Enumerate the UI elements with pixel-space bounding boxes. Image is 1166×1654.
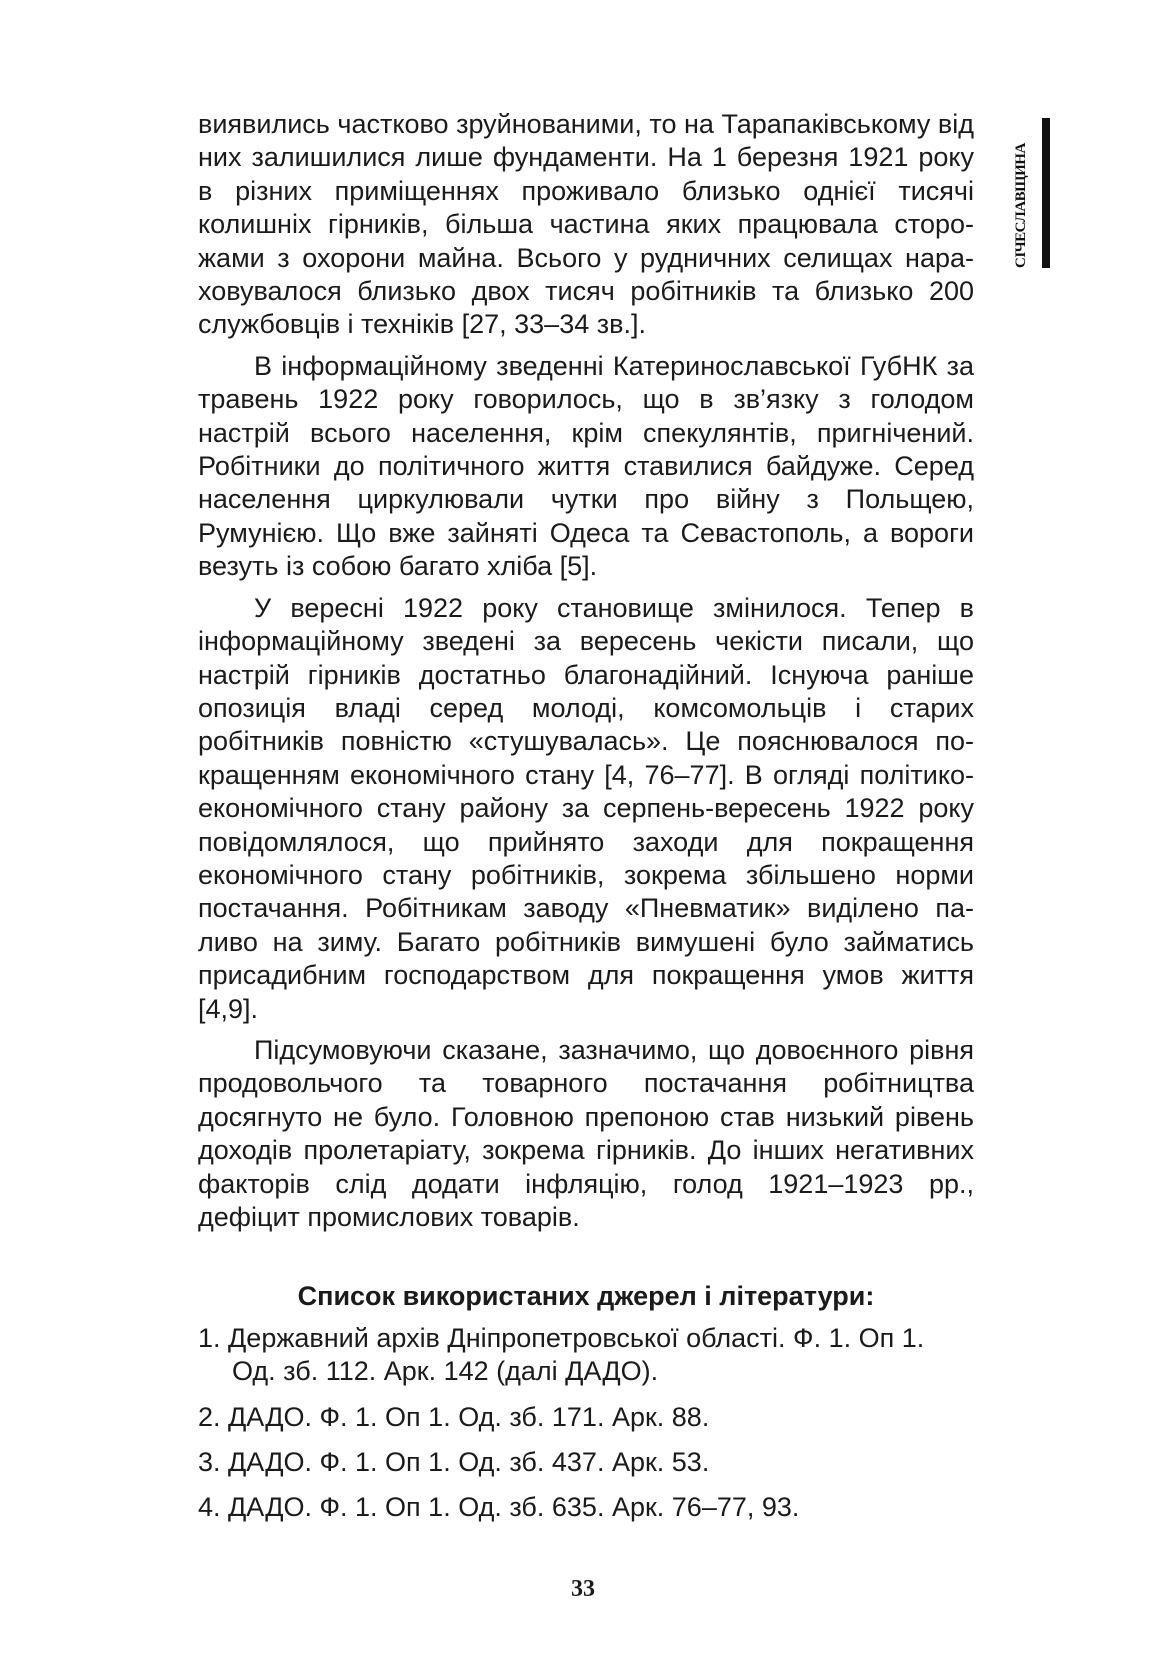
references-section: [198, 1280, 974, 1524]
journal-logo-text: СІЧЕСЛАВЩИНА: [1013, 143, 1029, 268]
page-body: [198, 108, 974, 1537]
logo-bar: [1042, 118, 1050, 268]
reference-item: 4. ДАДО. Ф. 1. Оп 1. Од. зб. 635. Арк. 76–77, 93.: [198, 1492, 800, 1523]
page-number: 33: [571, 1576, 595, 1602]
paragraph-1: виявились частково зруйнованими, то на Тарапаківському від них залишилися лише фундаменти. На 1 березня 1921 року в різних приміщеннях проживало близько однієї тисячі колишніх гірників, більша частина яких працювала сторожами з охорони майна. Всього у рудничних селищах нараховувалося близько двох тисяч робітників та близько 200 службовців і техніків [27, 33–34 зв.].: [198, 109, 974, 340]
paragraph-4: Підсумовуючи сказане, зазначимо, що довоєнного рівня продовольчого та товарного постачання робітництва досягнуто не було. Головною препоною став низький рівень доходів пролетаріату, зокрема гірників. До інших негативних факторів слід додати інфляцію, голод 1921–1923 рр., дефіцит промислових товарів.: [198, 1034, 974, 1232]
reference-item: 1. Державний архів Дніпропетровської області. Ф. 1. Оп 1. Од. зб. 112. Арк. 142 (далі ДАДО).: [198, 1322, 925, 1387]
paragraph-3: У вересні 1922 року становище змінилося. Тепер в інформаційному зведені за вересень чекісти писали, що настрій гірників достатньо благонадійний. Існуюча раніше опозиція владі серед молоді, комсомольців і старих робітників повністю «стушувалась». Це пояснювалося покращенням економічного стану [4, 76–77]. В огляді політико-економічного стану району за серпень-вересень 1922 року повідомлялося, що прийнято заходи для покращення економічного стану робітників, зокрема збільшено норми постачання. Робітникам заводу «Пневматик» виділено паливо на зиму. Багато робітників вимушені було займатись присадибним господарством для покращення умов життя [4,9].: [198, 592, 974, 1024]
references-heading: Список використаних джерел і літератури:: [297, 1281, 875, 1312]
reference-item: 2. ДАДО. Ф. 1. Оп 1. Од. зб. 171. Арк. 88.: [198, 1401, 710, 1432]
reference-item: 3. ДАДО. Ф. 1. Оп 1. Од. зб. 437. Арк. 53.: [198, 1447, 710, 1478]
journal-logo: [1006, 118, 1050, 268]
references-list: [198, 1322, 974, 1525]
paragraph-2: В інформаційному зведенні Катеринославської ГубНК за травень 1922 року говорилось, що в зв’язку з голодом настрій всього населення, крім спекулянтів, пригнічений. Робітники до політичного життя ставилися байдуже. Серед населення циркулювали чутки про війну з Польщею, Румунією. Що вже зайняті Одеса та Севастополь, а вороги везуть із собою багато хліба [5].: [198, 350, 974, 582]
